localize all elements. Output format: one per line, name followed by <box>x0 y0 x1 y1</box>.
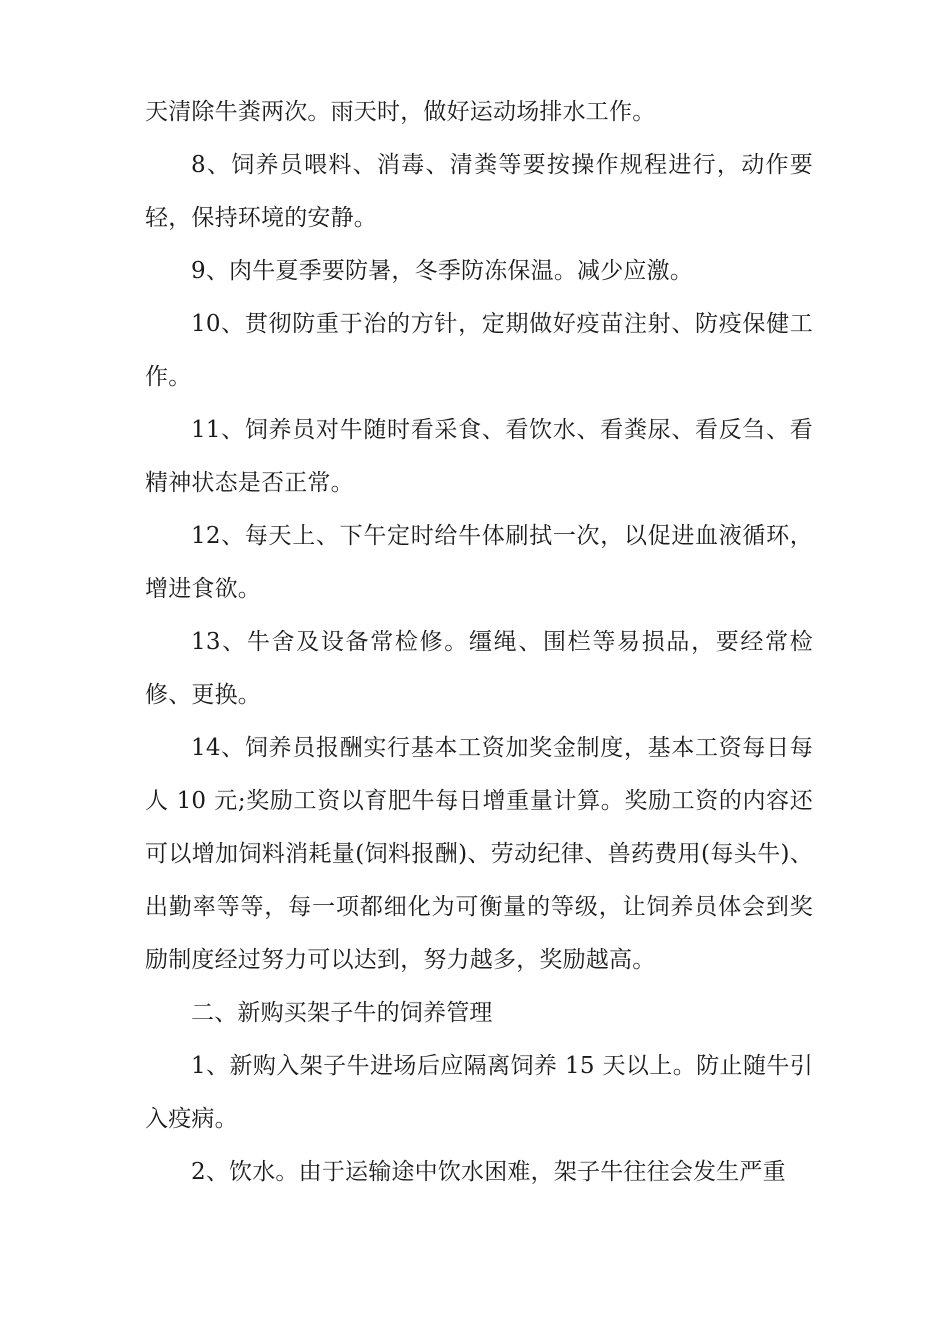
paragraph-section2-item-2: 2、饮水。由于运输途中饮水困难，架子牛往往会发生严重 <box>191 1159 786 1185</box>
paragraph-item-9: 9、肉牛夏季要防暑，冬季防冻保温。减少应激。 <box>191 258 694 284</box>
paragraph-item-11: 11、饲养员对牛随时看采食、看饮水、看粪尿、看反刍、看精神状态是否正常。 <box>145 417 813 496</box>
paragraph-item-14: 14、饲养员报酬实行基本工资加奖金制度，基本工资每日每人 10 元;奖励工资以育肥牛每日增重量计算。奖励工资的内容还可以增加饲料消耗量(饲料报酬)、劳动纪律、兽药费用(每头牛)、出勤率等等，每一项都细化为可衡量的等级，让饲养员体会到奖励制度经过努力可以达到，努力越多，奖励越高。 <box>145 735 813 973</box>
paragraph-continuation: 天清除牛粪两次。雨天时，做好运动场排水工作。 <box>145 99 656 125</box>
paragraph-item-13: 13、牛舍及设备常检修。缰绳、围栏等易损品，要经常检修、更换。 <box>145 629 813 708</box>
document-body <box>145 86 813 1199</box>
paragraph-section2-item-1: 1、新购入架子牛进场后应隔离饲养 15 天以上。防止随牛引入疫病。 <box>145 1053 813 1132</box>
section-heading: 二、新购买架子牛的饲养管理 <box>191 1000 493 1026</box>
paragraph-item-12: 12、每天上、下午定时给牛体刷拭一次，以促进血液循环，增进食欲。 <box>145 523 813 602</box>
paragraph-item-10: 10、贯彻防重于治的方针，定期做好疫苗注射、防疫保健工作。 <box>145 311 813 390</box>
paragraph-item-8: 8、饲养员喂料、消毒、清粪等要按操作规程进行，动作要轻，保持环境的安静。 <box>145 152 813 231</box>
